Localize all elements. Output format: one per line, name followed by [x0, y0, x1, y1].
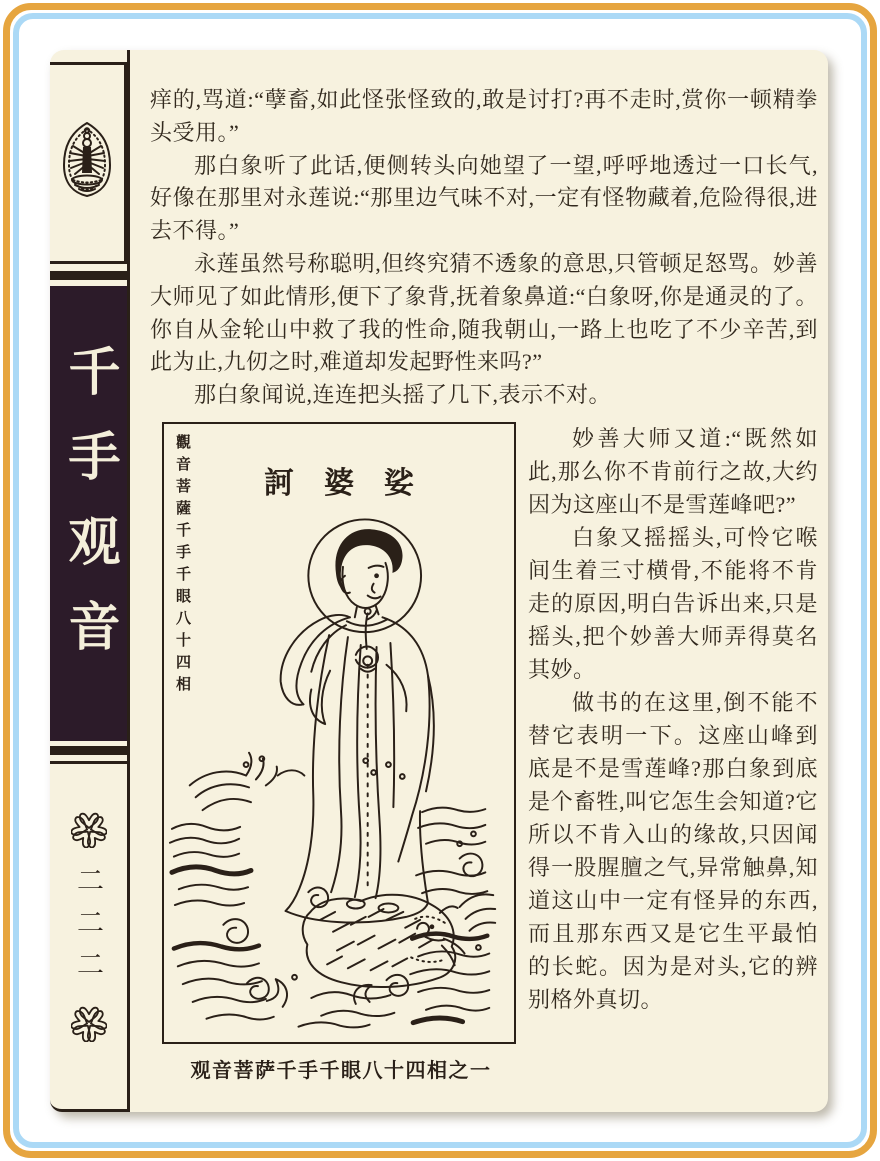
- emblem-box: [50, 62, 127, 264]
- sidebar-lower-box: [50, 761, 127, 1109]
- story-top: [150, 84, 818, 412]
- plate-title: 訶婆娑: [264, 466, 444, 500]
- illustration-figure: [162, 422, 520, 1083]
- paragraph: 妙善大师又道:“既然如此,那么你不肯前行之故,大约因为这座山不是雪莲峰吧?”: [528, 425, 818, 517]
- divider-bar-bottom: [50, 746, 127, 755]
- flower-ornament-icon: [71, 1006, 107, 1042]
- main-content: [130, 50, 828, 1112]
- plate-caption: 观音菩萨千手千眼八十四相之一: [190, 1059, 492, 1082]
- paragraph: 那白象听了此话,便侧转头向她望了一望,呼呼地透过一口长气,好像在那里对永莲说:“那里边气味不对,一定有怪物藏着,危险得很,进去不得。”: [150, 152, 818, 244]
- paragraph: 永莲虽然号称聪明,但终究猜不透象的意思,只管顿足怒骂。妙善大师见了如此情形,便下了象背,抚着象鼻道:“白象呀,你是通灵的了。你自从金轮山中救了我的性命,随我朝山,一路上也吃了不少辛苦,到此为止,九仞之时,难道却发起野性来吗?”: [150, 250, 818, 375]
- page-number: 二二二: [73, 866, 103, 992]
- sidebar: [50, 50, 130, 1112]
- story-right-column: [528, 422, 818, 1083]
- divider-bar-top: [50, 271, 127, 280]
- banner-title: 千手观音: [60, 343, 117, 684]
- paragraph: 白象又摇摇头,可怜它喉间生着三寸横骨,不能将不肯走的原因,明白告诉出来,只是摇头,把个妙善大师弄得莫名其妙。: [528, 524, 818, 682]
- plate-side-caption: 觀音菩薩千手千眼八十四相: [174, 433, 190, 698]
- title-banner: [50, 286, 127, 741]
- paragraph: 那白象闻说,连连把头摇了几下,表示不对。: [194, 382, 612, 408]
- paragraph: 痒的,骂道:“孽畜,如此怪张怪致的,敢是讨打?再不走时,赏你一顿精拳头受用。”: [150, 87, 818, 145]
- book-page: [50, 50, 828, 1112]
- paragraph: 做书的在这里,倒不能不替它表明一下。这座山峰到底是不是雪莲峰?那白象到底是个畜牲,叫它怎生会知道?它所以不肯入山的缘故,只因闻得一股腥膻之气,异常触鼻,知道这山中一定有怪异的东西,而且那东西又是它生平最怕的长蛇。因为是对头,它的辨别格外真切。: [528, 689, 818, 1012]
- thousand-armed-guanyin-emblem-icon: [55, 77, 119, 249]
- illustration-plate: [162, 422, 516, 1044]
- story-lower: [150, 422, 818, 1083]
- flower-ornament-icon: [71, 812, 107, 848]
- guanyin-woodcut-drawing: [164, 424, 514, 1042]
